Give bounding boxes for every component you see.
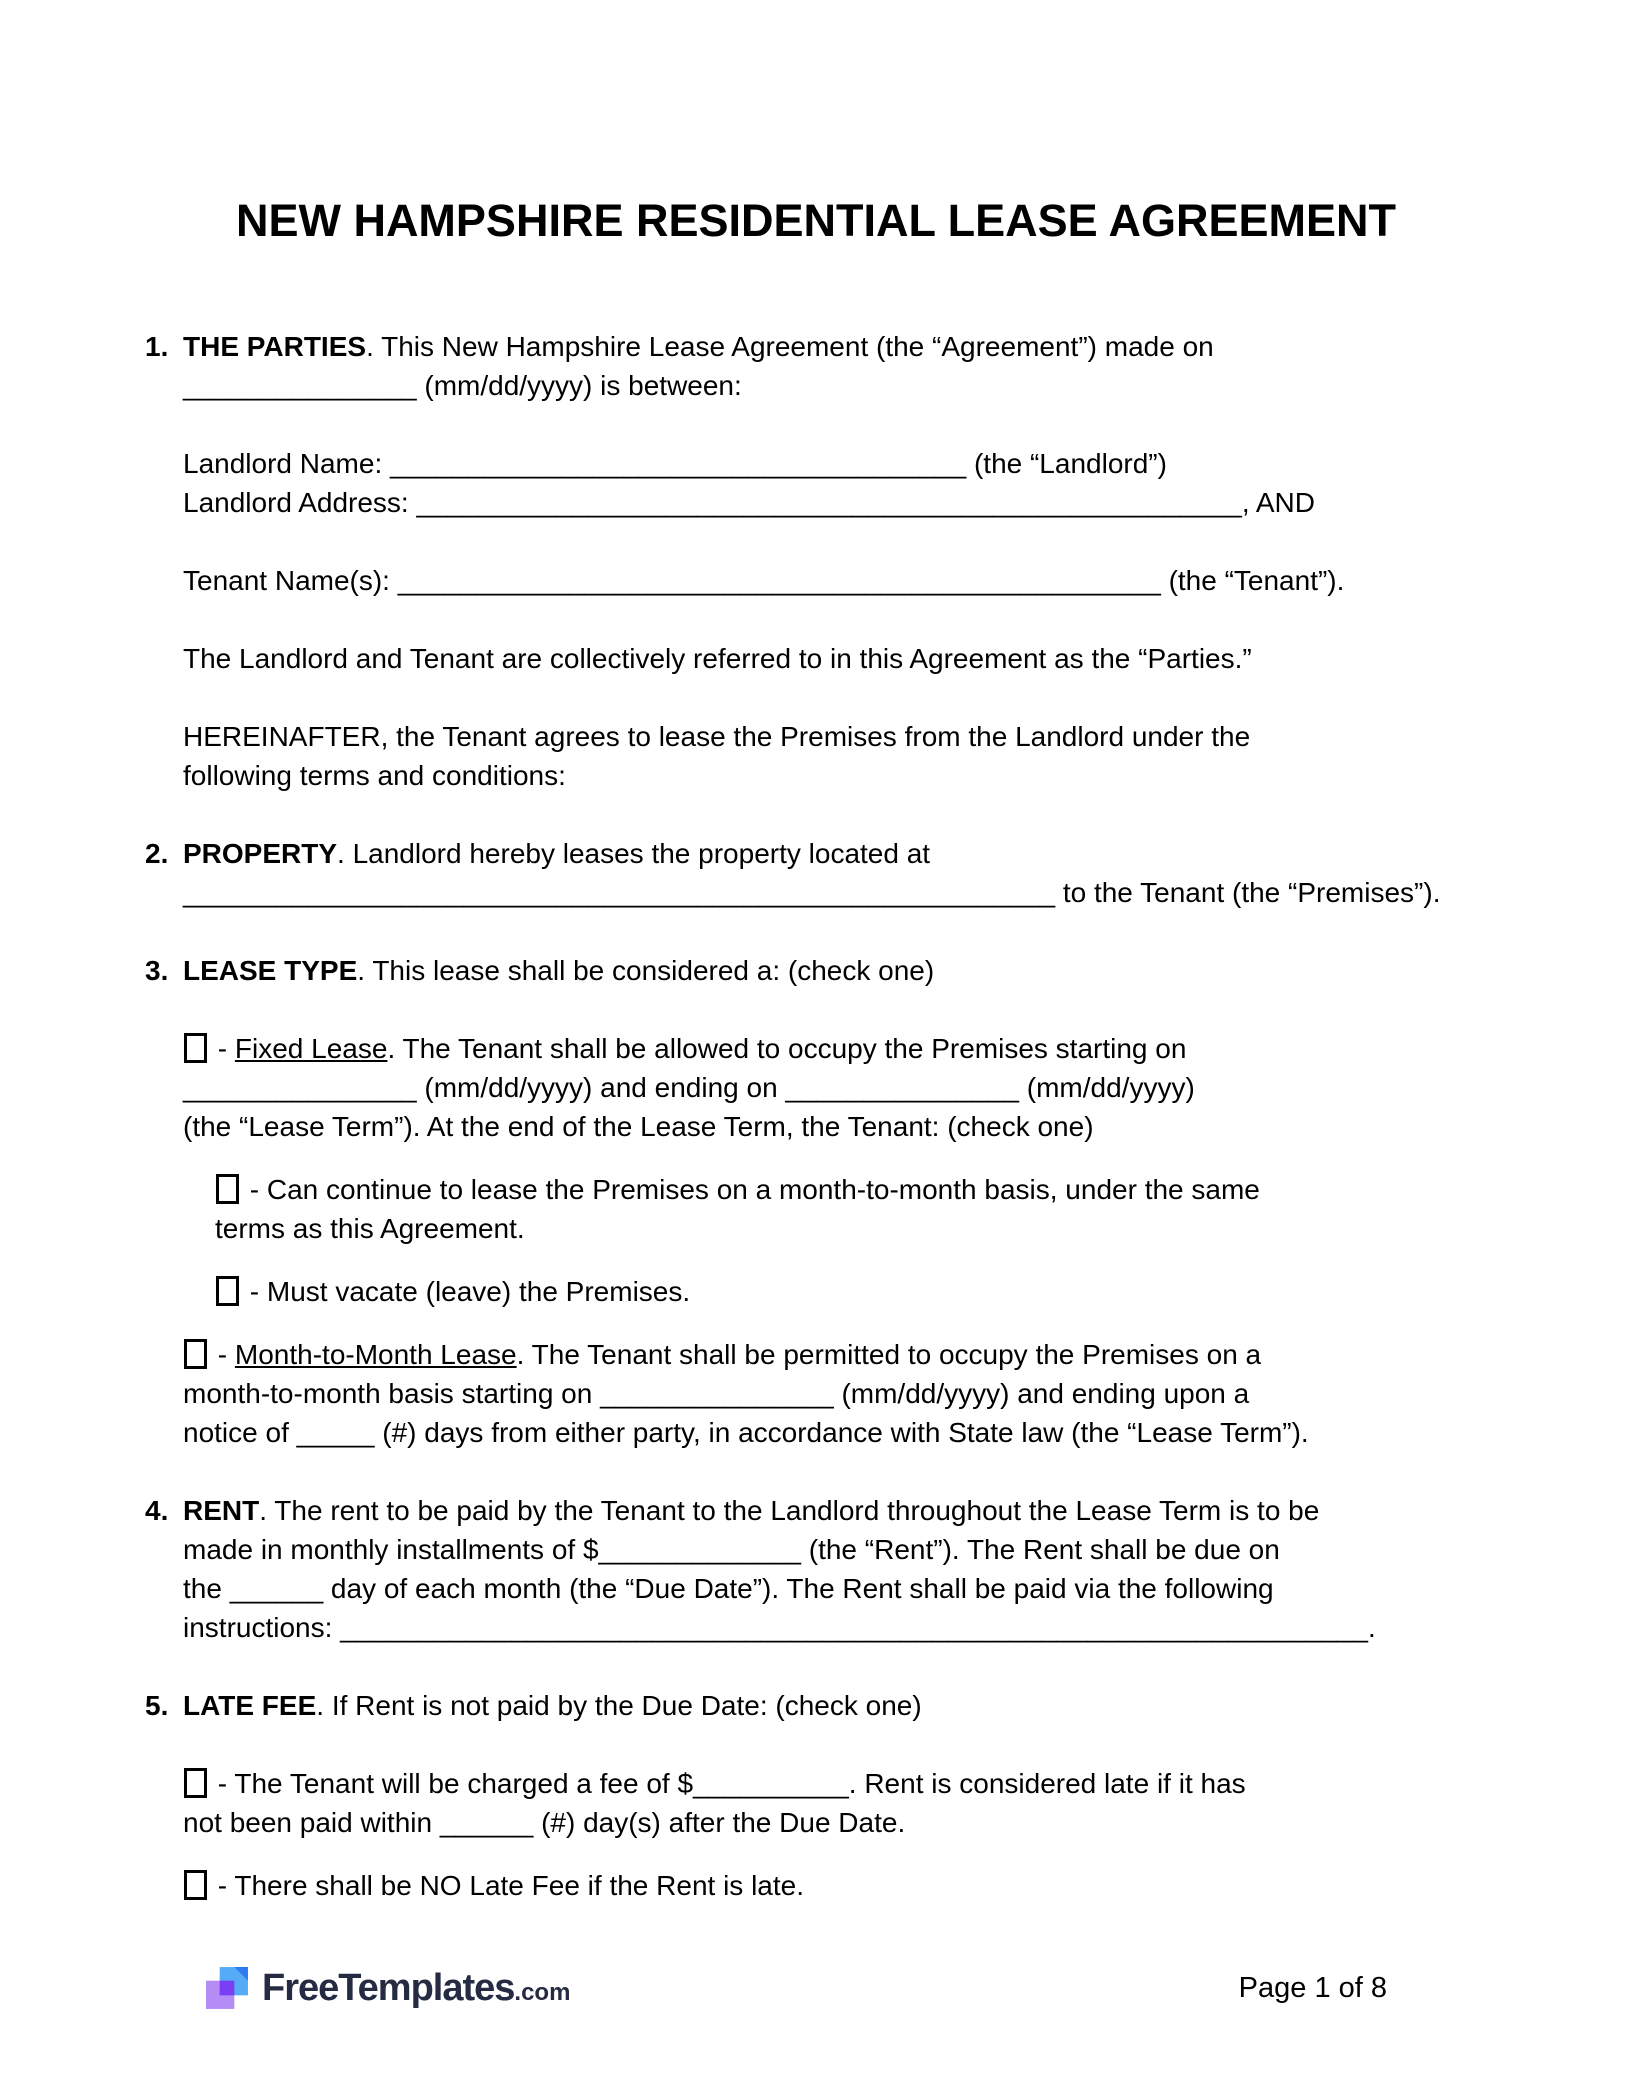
text-line (183, 1803, 1487, 1842)
text-line (183, 1866, 1487, 1905)
fixed-lease-checkbox[interactable] (184, 1033, 207, 1063)
text-run: ________________________________________________________ to the Tenant (the “Premises”). (183, 877, 1441, 908)
late-fee-charged-checkbox[interactable] (184, 1768, 207, 1798)
section-heading: PROPERTY (183, 838, 338, 869)
late-fee-charged-option (183, 1764, 1487, 1842)
text-line (215, 1209, 1487, 1248)
section-4-rent (145, 1491, 1487, 1647)
section-2-property (145, 834, 1487, 912)
text-line (183, 444, 1487, 483)
no-late-fee-option (183, 1866, 1487, 1905)
parties-clause (183, 639, 1487, 678)
item-number: 4. (145, 1495, 169, 1526)
item-number: 3. (145, 955, 169, 986)
text-run: - There shall be NO Late Fee if the Rent is late. (210, 1870, 805, 1901)
section-heading: LATE FEE (183, 1690, 317, 1721)
text-run: Fixed Lease (234, 1033, 388, 1064)
section-5-late-fee (145, 1686, 1487, 1725)
text-run: _______________ (mm/dd/yyyy) and ending on _______________ (mm/dd/yyyy) (183, 1072, 1195, 1103)
section-heading: THE PARTIES (183, 331, 367, 362)
text-run: instructions: __________________________________________________________________. (183, 1612, 1376, 1643)
text-line (183, 1764, 1487, 1803)
text-run: . The Tenant shall be permitted to occupy the Premises on a (516, 1339, 1262, 1370)
text-line (183, 1029, 1487, 1068)
text-run: - (210, 1339, 235, 1370)
text-line (183, 327, 1487, 366)
text-line (183, 561, 1487, 600)
document-content (145, 195, 1487, 1944)
landlord-info (183, 444, 1487, 522)
item-number: 1. (145, 331, 169, 362)
text-run: . This New Hampshire Lease Agreement (the “Agreement”) made on (366, 331, 1214, 362)
section-heading: LEASE TYPE (183, 955, 358, 986)
text-run: the ______ day of each month (the “Due Date”). The Rent shall be paid via the following (183, 1573, 1274, 1604)
text-line (183, 756, 1487, 795)
text-run: following terms and conditions: (183, 760, 566, 791)
text-run: Month-to-Month Lease (234, 1339, 517, 1370)
text-line (183, 483, 1487, 522)
item-number: 2. (145, 838, 169, 869)
text-line (183, 1491, 1487, 1530)
text-line (183, 1374, 1487, 1413)
text-run: _______________ (mm/dd/yyyy) is between: (183, 370, 742, 401)
continue-month-to-month-option (215, 1170, 1487, 1248)
must-vacate-option (215, 1272, 1487, 1311)
tenant-info (183, 561, 1487, 600)
page-footer (145, 1966, 1487, 2010)
text-line (215, 1170, 1487, 1209)
section-1-the-parties (145, 327, 1487, 405)
text-run: . If Rent is not paid by the Due Date: (check one) (316, 1690, 922, 1721)
section-3-lease-type (145, 951, 1487, 990)
text-run: month-to-month basis starting on _______________ (mm/dd/yyyy) and ending upon a (183, 1378, 1250, 1409)
brand-suffix: .com (514, 1978, 571, 2006)
text-line (183, 834, 1487, 873)
text-run: not been paid within ______ (#) day(s) after the Due Date. (183, 1807, 906, 1838)
text-line (215, 1272, 1487, 1311)
freetemplates-logo-icon (205, 1966, 249, 2010)
text-run: - Can continue to lease the Premises on a month-to-month basis, under the same (242, 1174, 1260, 1205)
text-line (183, 639, 1487, 678)
brand-name: FreeTemplates (262, 1966, 515, 2009)
month-to-month-lease-option (183, 1335, 1487, 1452)
text-run: (the “Lease Term”). At the end of the Lease Term, the Tenant: (check one) (183, 1111, 1094, 1142)
text-line (183, 1686, 1487, 1725)
text-run: . Landlord hereby leases the property located at (337, 838, 931, 869)
text-run: . The rent to be paid by the Tenant to the Landlord throughout the Lease Term is to be (259, 1495, 1320, 1526)
document-body (145, 327, 1487, 1905)
month-to-month-lease-checkbox[interactable] (184, 1339, 207, 1369)
no-late-fee-checkbox[interactable] (184, 1870, 207, 1900)
text-run: . This lease shall be considered a: (check one) (357, 955, 935, 986)
text-line (183, 1335, 1487, 1374)
continue-month-to-month-checkbox[interactable] (216, 1174, 239, 1204)
text-line (183, 717, 1487, 756)
freetemplates-logo-text (262, 1967, 570, 2010)
text-line (183, 951, 1487, 990)
text-run: HEREINAFTER, the Tenant agrees to lease the Premises from the Landlord under the (183, 721, 1251, 752)
must-vacate-checkbox[interactable] (216, 1276, 239, 1306)
text-run: Landlord Address: _____________________________________________________, AND (183, 487, 1315, 518)
hereinafter-clause (183, 717, 1487, 795)
text-run: Tenant Name(s): _________________________________________________ (the “Tenant”). (183, 565, 1345, 596)
page-indicator: Page 1 of 8 (1238, 1971, 1387, 2004)
text-run: terms as this Agreement. (215, 1213, 525, 1244)
text-run: notice of _____ (#) days from either party, in accordance with State law (the “Lease Term”). (183, 1417, 1309, 1448)
freetemplates-logo (205, 1966, 570, 2010)
text-line (183, 873, 1487, 912)
text-run: Landlord Name: _____________________________________ (the “Landlord”) (183, 448, 1167, 479)
text-run: . The Tenant shall be allowed to occupy the Premises starting on (387, 1033, 1187, 1064)
text-run: The Landlord and Tenant are collectively referred to in this Agreement as the “Parties.” (183, 643, 1252, 674)
section-heading: RENT (183, 1495, 260, 1526)
document-title: NEW HAMPSHIRE RESIDENTIAL LEASE AGREEMENT (235, 195, 1397, 246)
text-line (183, 1068, 1487, 1107)
text-line (183, 1530, 1487, 1569)
item-number: 5. (145, 1690, 169, 1721)
text-line (183, 1107, 1487, 1146)
text-run: - (210, 1033, 235, 1064)
text-line (183, 1413, 1487, 1452)
text-line (183, 1569, 1487, 1608)
text-line (183, 366, 1487, 405)
text-line (183, 1608, 1487, 1647)
text-run: made in monthly installments of $_____________ (the “Rent”). The Rent shall be due on (183, 1534, 1280, 1565)
text-run: - Must vacate (leave) the Premises. (242, 1276, 691, 1307)
text-run: - The Tenant will be charged a fee of $__________. Rent is considered late if it has (210, 1768, 1246, 1799)
fixed-lease-option (183, 1029, 1487, 1146)
